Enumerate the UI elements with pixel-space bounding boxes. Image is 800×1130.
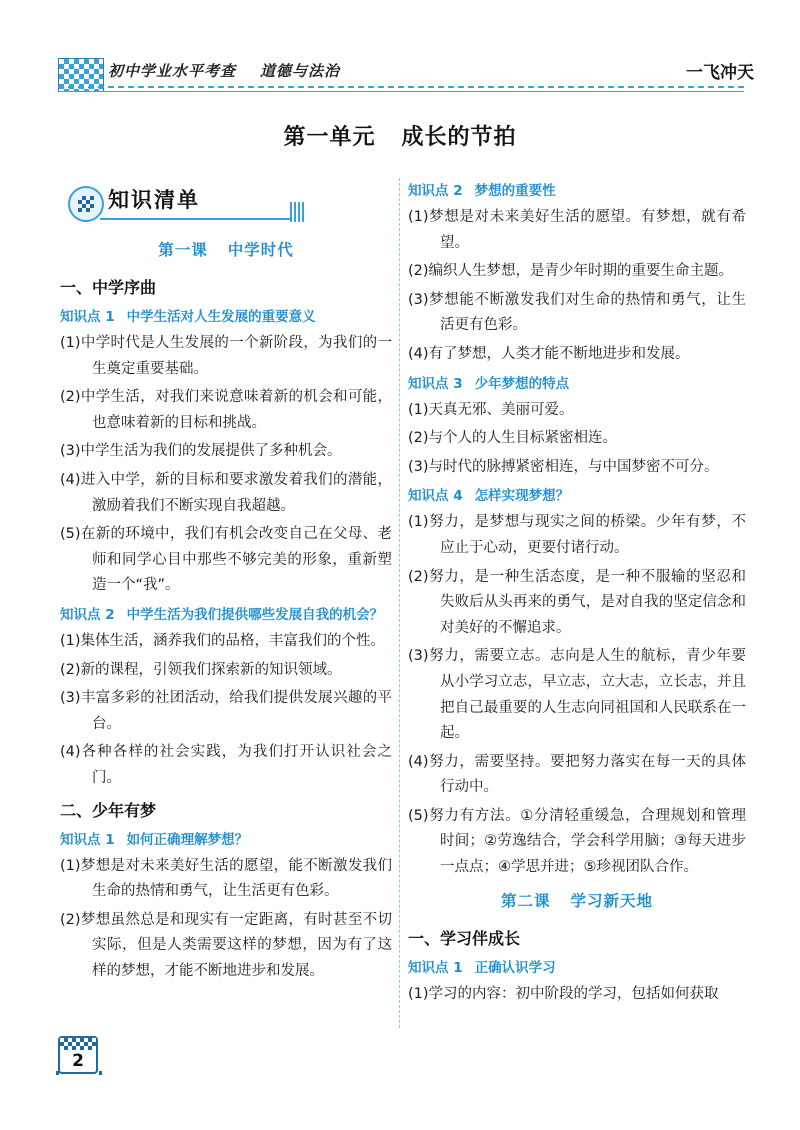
- list-item: (4)有了梦想，人类才能不断地进步和发展。: [408, 345, 690, 362]
- list-item: (1)中学时代是人生发展的一个新阶段，为我们的一生奠定重要基础。: [60, 335, 392, 377]
- list-item: (1)努力，是梦想与现实之间的桥梁。少年有梦，不应止于心动，更要付诸行动。: [408, 514, 746, 556]
- list-item: (2)努力，是一种生活态度，是一种不服输的坚忍和失败后从头再来的勇气，是对自我的坚定信念和对美好的不懈追求。: [408, 568, 746, 636]
- list-item: (1)集体生活，涵养我们的品格，丰富我们的个性。: [60, 632, 386, 649]
- header-subject: 道德与法治: [260, 62, 341, 80]
- list-item: (3)中学生活为我们的发展提供了多种机会。: [60, 443, 342, 460]
- knowledge-list-banner: [60, 178, 392, 236]
- kp-label: 知识点 1: [60, 309, 115, 325]
- section-heading: 二、少年有梦: [60, 800, 157, 820]
- knowledge-point-heading: [60, 827, 392, 854]
- page-number: 2: [72, 1051, 84, 1071]
- kp-label: 知识点 1: [408, 959, 463, 976]
- kp-label: 知识点 2: [408, 183, 463, 199]
- list-item: (2)新的课程，引领我们探索新的知识领域。: [60, 661, 342, 678]
- kp-label: 知识点 3: [408, 375, 463, 392]
- lesson-label: 第二课: [500, 891, 551, 910]
- list-item: (3)丰富多彩的社团活动，给我们提供发展兴趣的平台。: [60, 690, 392, 732]
- kp-title: 中学生活对人生发展的重要意义: [126, 309, 316, 325]
- column-divider: [399, 178, 400, 1028]
- knowledge-point-heading: [408, 178, 746, 205]
- list-item: (5)努力有方法。①分清轻重缓急，合理规划和管理时间；②劳逸结合，学会科学用脑；③每天进步一点点；④学思并进；⑤珍视团队合作。: [408, 807, 746, 876]
- knowledge-point-heading: [60, 304, 392, 331]
- list-item: (1)梦想是对未来美好生活的愿望，能不断激发我们生命的热情和勇气，让生活更有色彩。: [60, 857, 392, 900]
- kp-label: 知识点 4: [408, 488, 463, 505]
- list-item: (1)天真无邪、美丽可爱。: [408, 401, 574, 418]
- lesson-label: 第一课: [158, 241, 208, 259]
- list-item: (1)梦想是对未来美好生活的愿望。有梦想，就有希望。: [408, 209, 746, 251]
- kp-label: 知识点 2: [60, 606, 115, 623]
- header-title: [108, 60, 340, 81]
- unit-label: 第一单元: [283, 125, 376, 150]
- list-item: (1)学习的内容：初中阶段的学习，包括如何获取: [408, 985, 719, 1002]
- lesson-1-title: [60, 236, 392, 264]
- badge-stand: [56, 1071, 102, 1075]
- list-item: (2)中学生活，对我们来说意味着新的机会和可能，也意味着新的目标和挑战。: [60, 389, 392, 431]
- left-column: [60, 178, 392, 987]
- list-item: (3)努力，需要立志。志向是人生的航标，青少年要从小学习立志，早立志，立大志，立长志，并且把自己最重要的人生志向同祖国和人民联系在一起。: [408, 648, 746, 742]
- checker-flag-icon: [60, 1038, 96, 1050]
- kp-title: 中学生活为我们提供哪些发展自我的机会？: [126, 606, 384, 623]
- list-item: (2)梦想虽然总是和现实有一定距离，有时甚至不切实际，但是人类需要这样的梦想，因为有了这样的梦想，才能不断地进步和发展。: [60, 911, 392, 979]
- kp-title: 少年梦想的特点: [474, 375, 570, 392]
- knowledge-point-heading: [408, 955, 746, 982]
- section-heading: 一、中学序曲: [60, 278, 157, 297]
- kp-title: 怎样实现梦想？: [474, 488, 570, 505]
- list-item: (3)梦想能不断激发我们对生命的热情和勇气，让生活更有色彩。: [408, 291, 746, 334]
- list-item: (2)编织人生梦想，是青少年时期的重要生命主题。: [408, 263, 734, 280]
- list-item: (3)与时代的脉搏紧密相连，与中国梦密不可分。: [408, 458, 719, 475]
- list-item: (4)进入中学，新的目标和要求激发着我们的潜能，激励着我们不断实现自我超越。: [60, 471, 392, 514]
- banner-underline: [100, 218, 290, 220]
- list-item: (4)各种各样的社会实践，为我们打开认识社会之门。: [60, 744, 392, 786]
- header-series: 初中学业水平考查: [108, 62, 237, 80]
- kp-title: 梦想的重要性: [474, 183, 556, 199]
- right-column: [408, 178, 746, 1010]
- lesson-name: 学习新天地: [570, 891, 654, 910]
- list-item: (5)在新的环境中，我们有机会改变自己在父母、老师和同学心目中那些不够完美的形象，重新塑造一个“我”。: [60, 526, 392, 594]
- list-item: (4)努力，需要坚持。要把努力落实在每一天的具体行动中。: [408, 753, 746, 796]
- knowledge-point-heading: [408, 483, 746, 510]
- unit-title: [0, 120, 800, 151]
- kp-title: 正确认识学习: [474, 959, 556, 976]
- unit-name: 成长的节拍: [401, 125, 517, 150]
- lesson-name: 中学时代: [227, 241, 294, 259]
- kp-title: 如何正确理解梦想？: [126, 831, 249, 848]
- page-number-badge: [58, 1036, 98, 1074]
- kp-label: 知识点 1: [60, 831, 115, 848]
- page-header: [0, 0, 800, 100]
- banner-title: 知识清单: [108, 188, 200, 212]
- banner-ticks: [290, 202, 304, 222]
- brand-logo: 一飞冲天: [686, 63, 754, 83]
- lesson-2-title: [408, 887, 746, 915]
- puzzle-icon: [68, 186, 104, 222]
- header-dashed-rule: [58, 86, 744, 88]
- list-item: (2)与个人的人生目标紧密相连。: [408, 430, 618, 447]
- section-heading: 一、学习伴成长: [408, 928, 521, 948]
- knowledge-point-heading: [408, 371, 746, 398]
- header-rule: [58, 91, 744, 92]
- knowledge-point-heading: [60, 602, 392, 629]
